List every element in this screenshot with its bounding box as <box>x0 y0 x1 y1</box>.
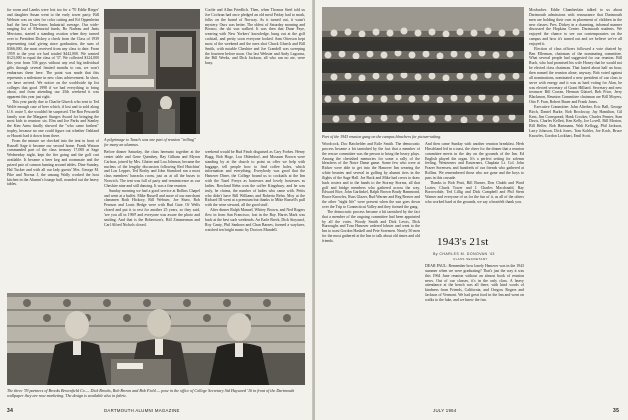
right-column-2-upper <box>425 142 524 232</box>
reunion-group-photo-image <box>322 7 524 132</box>
left-col1-paragraph-3: From the minute we checked into the tent in front of Russell Sage it became our second home. Frank Watson commanded part of the class treasury 17,000 at Sage Wednesday night, kept the fire going and the golf cart available. It became a beer keg and roommate and the prized pair of cannon hunting around tables. Dine Sunday, Hal Tucker and with all our lady guests' Mrs. George M. Pike and Norma J, the unsung Wally worked the host kitchen in the Alumni's lounge hall, rounded out the heavy tables. <box>7 138 99 187</box>
article-byline: By CHARLES M. DONOVAN '43 <box>433 252 495 256</box>
brooks-brownfield-photo-image <box>7 293 305 385</box>
tanzi-photo-caption: A pilgrimage to Tanzi's was one part of reunion "trilling" for many an alumnus. <box>104 137 196 147</box>
left-column-3-lower <box>205 150 305 290</box>
right-column-1 <box>322 142 420 404</box>
left-column-2-lower <box>104 150 200 290</box>
left-col1-paragraph-1: for room and Lambs were lost too for a '70 Eddie Rieger' and daughter Susan went to the early tower party. Bill Webster was on sites for color cutting and Ed Oppenheim had the best Dow-Jones Industrial average. Our wide-ranging list of Memorial funds, Bo Nadeau and Janis Merciano, started a standing ovation when they turned over to President Dickey a check from the Class of 1939 representing total giving since graduation, the sum of $366,000, the most received from any class to date. From 1959 to the year we had totaled $442,000. We wanted $123,000 to equal the class of '37. We collected $124,000 this year from 536 guys without any real big individual gifts through several limited months to run, we won't embarrass them here. The point was made that this represents a milestone in new class achievement. In short, we have arrived. We notice on the worldwide tip list colleges that good 1998 if we had everything to bring about, and from attending our 25th weekend it was apparent this year just right. <box>7 8 99 100</box>
right-col2-paragraph-3: DEAR PAUL: Remember how lonely Hanover was in the 1943 summer when we were graduating? That's just the way it was this 1964 June reunion without an almost book of reunion news. Out of our classes, it's in the only class. A heavy attendance at the bench was all there, with kind words of kindness from Friends, California, and Oregon. Rogers and Jackson of Vermont. We had great food in the Inn and went on walks to the lake, and we knew the fun. <box>425 264 524 302</box>
right-col1-paragraph-1: Woodcock, Doc Batchelder and Estle Smith. The democratic process became a bit tarnished by the fact that a member of the rescue committee was the person to bring the heavy plays. Among the cherished memories for some a rally of the bleachers of the Notre Dame game. Some few who were at Ricker were able to get into the Hanover Inn wearing the white beanies and several in golfing by alumni tiers in the flights of the Sage Hall. Joe Buck and Mike had crews to draw back rosters and to the hands to the Stormy Storms, all that golf and bridge members who gathered across the way. Edward Rice, John Garfinkel, Ralph Brown Brady Hammond, Bruce Knowles, Russ Glazer, Bud Warner and Reg Beaver and the other "night life" were present when the sun goes down over the Trip to Connecticut Valley and they formed the gang. <box>322 142 420 209</box>
right-folio <box>613 408 619 414</box>
left-column-3-upper <box>205 8 305 150</box>
tanzi-store-photo-image <box>104 9 200 134</box>
article-headline: 1943's 21st <box>437 236 489 248</box>
article-byline-title: CLASS SECRETARY <box>453 257 488 261</box>
left-folio <box>7 408 13 414</box>
right-col2-paragraph-2: Thanks to Bob Pratt, Bill Barner, Don Chubb and Ward Lozier, Chuck Tower and J. Charles Macdonald, Ray Borrowdale, Ted Lillig and Dick Campbell and Phil Stern Warner and everyone of us for the fun of it, as all of the others who worked hard at the grounds, we say a heartfelt thank you. <box>425 180 524 205</box>
right-col3-paragraph-3: Executive Committee: John Alterber, Eric Ball, George Birch, Daniel Burke, Bob Brockway, Jay Hamilton, Gil Kent, Jim Cornspread, Hank Crocker, Charles Fenner, Stan Davis, Charles Kellett, Ken Kelly, Joe Lovell, Bill Morton, Bill Heller, Bob Hartmann, Walt Kellogg, Phil Jackson, Larry Johnson, Dick Jones, Tom Kohler, Joe Koch, Bruce Knowles, Gordon Lockhart, Emil Scott. <box>529 104 622 138</box>
left-col2-paragraph-1: Coolie and Allan Friedlich. Then, when Thomas Steel told us Joe Cochran had once pledged an old meal Friday had to mark, folks on the brand of Norway. As it turned out, it wasn't mystery. Ours was better. The oldest of Saturday morning and Bronco, the ski was walked. It was then that Dune Faye, wearing with New Yorkers' knowledge, hung out at the golf cocktail, and pretty soon everyone looked. Sam Otterson kept most of the weekend and the ones shot Chuck Glueck and Bill Smith, with notable Cheshire and Joe Crandell was sweeping the fourteen before noon. Our last Webster and Andy Lagoona, the Bill Weeks, and Dick Jackson, all who ran no ate, were busy. <box>205 8 305 66</box>
left-col3-paragraph-1: weekend would be Bud Finch disguised as Cary Forbes. Henry Bugg, Bob Hoge, Lou Ohlendorf, and Mossum Brown were standing by at the church to point us offer we help with baggage, tell people how to find coffee holes, which information and everything. Everybody was good that the Hanover Diner, the College bound us to cocktails at the Inn with the Tazel Frerys as hostesses and lovely hostesses as ladies. Rowland Rehn won the coffee Kingsbury, and he was truly, he claims, the number of ladies who came with. Pettis who didn't have Bill Williams and Roberta Rehn. Moy at the Richard III went at a premium but thanks to Mike Russell's pull with the wine steward, all the good stuff. <box>205 150 305 208</box>
left-col3-paragraph-2: After dinner Ralph Manuel, Whitey Brown, and Ned Rogers flew in from San Francisco, lost in the Bay. Harris Mark was back at the best such weekends. An Earle Breck, Dick Stoyanof, Roy Canty, Phil Sanborn and Chan Barnes, formed a wayfarer, watched ten bright music by Doctors Mundell. <box>205 208 305 232</box>
right-page <box>315 0 628 420</box>
left-column-1 <box>7 8 99 290</box>
left-page-number: 34 <box>7 408 14 414</box>
right-page-number: 35 <box>613 408 620 414</box>
right-col1-paragraph-2: The democratic process became a bit tarnished by the fact that a member of the ongoing committee had been appointed by all the votes. Woody Smith and Dick Lewis, Dick Burroughs and Tom Hanover ordered lobster and went to the Inn to toast Gordon Haskell and Pete Sorensen. Nearly 50 men for the most gathered at the Inn to talk about old times and old friends. <box>322 209 420 243</box>
brooks-photo-caption: The three '39 partners of Brooks Brownfield Co.— Dick Brooks, Bob Brown and Bob Field — pose in the office of College Secretary Sid Hayward '16 in front of the Dartmouth wallpaper they are now marketing. The design is available also in fabric. <box>7 388 295 398</box>
right-column-3 <box>529 8 622 404</box>
left-page <box>0 0 313 420</box>
right-issue-line: JULY 1964 <box>433 408 457 413</box>
left-col2-paragraph-2: Before dinner Saturday, the class hereunto together at the center table and Gene Quimbey, Ray Gilham and Myron Carlson, joined by Mrs. Glatter and Lou Johnson, became the nucleus of the lengthy discussion following Red Hutchins' and Lou Lepper, Ted Rosby and John Stamford ran a most class members' barracks room, just as at all the buses to Norwich. The tent was full of party and reminiscence as our Cheshire nine and still dancing. It was a fine reunion. <box>104 150 200 188</box>
tanzi-store-photo <box>104 9 200 134</box>
reunion-group-photo <box>322 7 524 132</box>
brooks-brownfield-photo <box>7 293 305 385</box>
right-col3-paragraph-1: Mosbacher. Eddie Chamberlain talked to us about Dartmouth admissions with reassurance that Dartmouth men are holding their own in placement of children in the new classes. Pres. Dickey in a charming, informal manner discussed the Hopkins Center. Dartmouth students. We enjoyed the chance to see our contemporaries on the campus and how it's turned out and we believe we've all enjoyed it. <box>529 8 622 46</box>
left-col1-paragraph-2: This year partly due to Charlie Glueck who sent to Ted Wolfe enough case of beer which, if lost and to sold along U.S. route 5, she wouldn't be surprised. The Ron Pescatelli family won the Margaret Sturges Award for bringing the most kids to reunion: six. Elm and Joe Parks and Stanley the Kim Arms finally showed the "who came farthest" trophy, because no one could figure out whether Oakland or Hawaii had it down from there. <box>7 100 99 138</box>
right-column-2-lower <box>425 264 524 404</box>
left-col2-paragraph-3: Sunday morning we had a good service at Rollins Chapel and went at a buffet. Mike Russell and more of our merchant clansmen Roth Hickory, Bill Webster, Joe Shaw, Rob Pearson and Louis Hedge were with Bud Gate. Of Wells closed and put it to rest for another 25 years, so they said, 'see you all in 1969' and everyone was aware the photo and smiling. And that is the Robertson's, Bill Zimmerman and Carl Alfred Nichols closed. <box>104 188 200 227</box>
left-running-title: DARTMOUTH ALUMNI MAGAZINE <box>104 408 180 413</box>
reunion-photo-caption: Part of the 1943 reunion gang on the campus bleachers for picture-taking. <box>322 134 442 139</box>
right-col3-paragraph-2: Election of class officers followed a vote chaired by Ben Ellerman, chairman of the nominating committee. What several people had suggested for our reunion. Bill Ruch, who had promised his wife Honey that he would not be elected class chairman. That lasted about half an hour, then named the reunion alone, anyway. Bob voted against all nominations, nominated a new president of our class to serve with energy and it was as hard voting for Alan, he was elected secretary of Grant Hilliard. Secretary and new treasurer Bill Corran, Herman Glatzel, Bob Price, Jerry Blackmon, Reunion Committee chairman are Bill Moyers, Otto F. Fran, Robert Bauer and Frank Jones. <box>529 46 622 105</box>
right-col2-paragraph-1: And then came Sunday with another reunion breakfast. Herb Hirschland led in a toast, the cheer for the dinner that a reunion committee meets in the day on the grounds of the Inn. Ed English played the organ. It's a perfect setting for solemn feeling. Westerners and Easterners, Chaplain Lt. Col. John Frazer Sorensen, and hundreds of our friends who gathered at Rollins. We remembered those who are gone and the boys to pass in this crusade. <box>425 142 524 180</box>
